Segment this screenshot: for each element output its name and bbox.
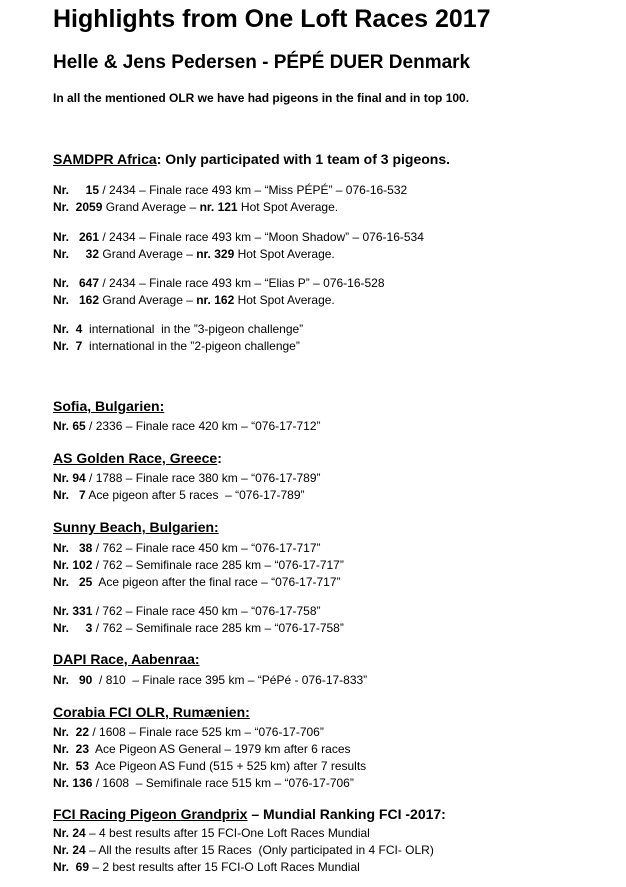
result-rank: Nr. 136	[53, 776, 93, 790]
section-heading-sunny-beach	[53, 519, 219, 535]
result-rank: Nr. 32	[53, 247, 100, 261]
result-rank: Nr. 65	[53, 419, 86, 433]
result-line	[53, 471, 321, 485]
result-detail: – 2 best results after 15 FCI-O Loft Races Mundial	[89, 860, 360, 874]
result-hotspot-rank: nr. 121	[199, 200, 238, 214]
result-line	[53, 488, 305, 502]
result-rank: Nr. 90	[53, 673, 93, 687]
result-detail-tail: Hot Spot Average.	[234, 293, 335, 307]
section-heading-sofia	[53, 398, 164, 414]
section-heading-fci	[53, 806, 446, 822]
result-line	[53, 419, 321, 433]
result-rank: Nr. 24	[53, 843, 86, 857]
result-rank: Nr. 25	[53, 575, 93, 589]
result-detail: / 762 – Semifinale race 285 km – “076-17-758”	[92, 621, 344, 635]
result-rank: Nr. 162	[53, 293, 100, 307]
section-heading-golden-race	[53, 450, 222, 466]
result-line	[53, 558, 344, 572]
result-line	[53, 843, 434, 857]
result-hotspot-rank: nr. 329	[196, 247, 235, 261]
result-line	[53, 230, 424, 244]
result-rank: Nr. 22	[53, 725, 90, 739]
result-detail: / 762 – Finale race 450 km – “076-17-758”	[92, 604, 321, 618]
result-rank: Nr. 53	[53, 759, 90, 773]
section-heading-suffix: :	[217, 450, 222, 466]
result-detail: / 762 – Semifinale race 285 km – “076-17-717”	[92, 558, 344, 572]
result-detail: Ace Pigeon AS Fund (515 + 525 km) after 7 results	[89, 759, 367, 773]
result-line	[53, 826, 370, 840]
result-rank: Nr. 7	[53, 339, 83, 353]
result-detail: / 762 – Finale race 450 km – “076-17-717”	[92, 541, 321, 555]
result-rank: Nr. 2059	[53, 200, 103, 214]
section-heading-label: Corabia FCI OLR, Rumænien:	[53, 704, 250, 720]
result-rank: Nr. 4	[53, 322, 83, 336]
result-rank: Nr. 261	[53, 230, 100, 244]
result-line	[53, 541, 321, 555]
result-rank: Nr. 7	[53, 488, 86, 502]
result-line	[53, 673, 367, 687]
result-line	[53, 247, 335, 261]
result-rank: Nr. 23	[53, 742, 90, 756]
result-rank: Nr. 647	[53, 276, 100, 290]
result-rank: Nr. 69	[53, 860, 90, 874]
result-rank: Nr. 38	[53, 541, 93, 555]
section-heading-label: AS Golden Race, Greece	[53, 450, 218, 466]
result-line	[53, 276, 385, 290]
section-heading-label: Sunny Beach, Bulgarien:	[53, 519, 219, 535]
result-detail: Grand Average –	[99, 293, 197, 307]
result-detail: / 2434 – Finale race 493 km – “Miss PÉPÉ” – 076-16-532	[99, 183, 408, 197]
result-line	[53, 776, 354, 790]
result-line	[53, 339, 300, 353]
result-line	[53, 860, 360, 874]
result-line	[53, 725, 324, 739]
page-subtitle: Helle & Jens Pedersen - PÉPÉ DUER Denmark	[53, 52, 471, 73]
result-detail: / 2336 – Finale race 420 km – “076-17-712”	[85, 419, 321, 433]
result-detail: international in the ”3-pigeon challenge”	[82, 322, 304, 336]
section-heading-label: SAMDPR Africa	[53, 151, 157, 167]
result-rank: Nr. 94	[53, 471, 86, 485]
result-detail: Grand Average –	[99, 247, 197, 261]
result-detail: international in the ”2-pigeon challenge”	[82, 339, 300, 353]
result-detail-tail: Hot Spot Average.	[234, 247, 335, 261]
result-rank: Nr. 331	[53, 604, 93, 618]
section-heading-label: Sofia, Bulgarien:	[53, 398, 165, 414]
result-rank: Nr. 102	[53, 558, 93, 572]
result-line	[53, 183, 407, 197]
section-heading-suffix: – Mundial Ranking FCI -2017:	[247, 806, 446, 822]
result-line	[53, 742, 351, 756]
page-title: Highlights from One Loft Races 2017	[53, 5, 491, 33]
result-detail: / 1608 – Semifinale race 515 km – “076-17-706”	[92, 776, 354, 790]
result-hotspot-rank: nr. 162	[196, 293, 235, 307]
section-heading-label: DAPI Race, Aabenraa:	[53, 651, 200, 667]
result-line	[53, 293, 335, 307]
result-detail: Grand Average –	[102, 200, 200, 214]
result-detail: – 4 best results after 15 FCI-One Loft Races Mundial	[85, 826, 370, 840]
result-line	[53, 575, 341, 589]
result-line	[53, 759, 366, 773]
result-detail: / 810 – Finale race 395 km – “PéPé - 076-17-833”	[92, 673, 368, 687]
result-line	[53, 322, 303, 336]
result-detail: Ace pigeon after the final race – “076-17-717”	[92, 575, 341, 589]
result-rank: Nr. 3	[53, 621, 93, 635]
intro-text: In all the mentioned OLR we have had pigeons in the final and in top 100.	[53, 91, 470, 105]
result-detail: – All the results after 15 Races (Only participated in 4 FCI- OLR)	[85, 843, 434, 857]
result-detail: / 2434 – Finale race 493 km – “Moon Shadow” – 076-16-534	[99, 230, 424, 244]
section-heading-corabia	[53, 704, 250, 720]
section-heading-label: FCI Racing Pigeon Grandprix	[53, 806, 248, 822]
result-detail: / 2434 – Finale race 493 km – “Elias P” – 076-16-528	[99, 276, 385, 290]
section-heading-samdpr	[53, 151, 450, 167]
result-line	[53, 200, 338, 214]
result-detail-tail: Hot Spot Average.	[237, 200, 339, 214]
section-heading-suffix: : Only participated with 1 team of 3 pigeons.	[156, 151, 451, 167]
result-detail: Ace Pigeon AS General – 1979 km after 6 races	[89, 742, 351, 756]
result-detail: / 1788 – Finale race 380 km – “076-17-789”	[85, 471, 321, 485]
result-line	[53, 604, 321, 618]
result-line	[53, 621, 344, 635]
result-rank: Nr. 24	[53, 826, 86, 840]
section-heading-dapi	[53, 651, 200, 667]
result-detail: Ace pigeon after 5 races – “076-17-789”	[85, 488, 305, 502]
result-detail: / 1608 – Finale race 525 km – “076-17-706”	[89, 725, 324, 739]
result-rank: Nr. 15	[53, 183, 100, 197]
